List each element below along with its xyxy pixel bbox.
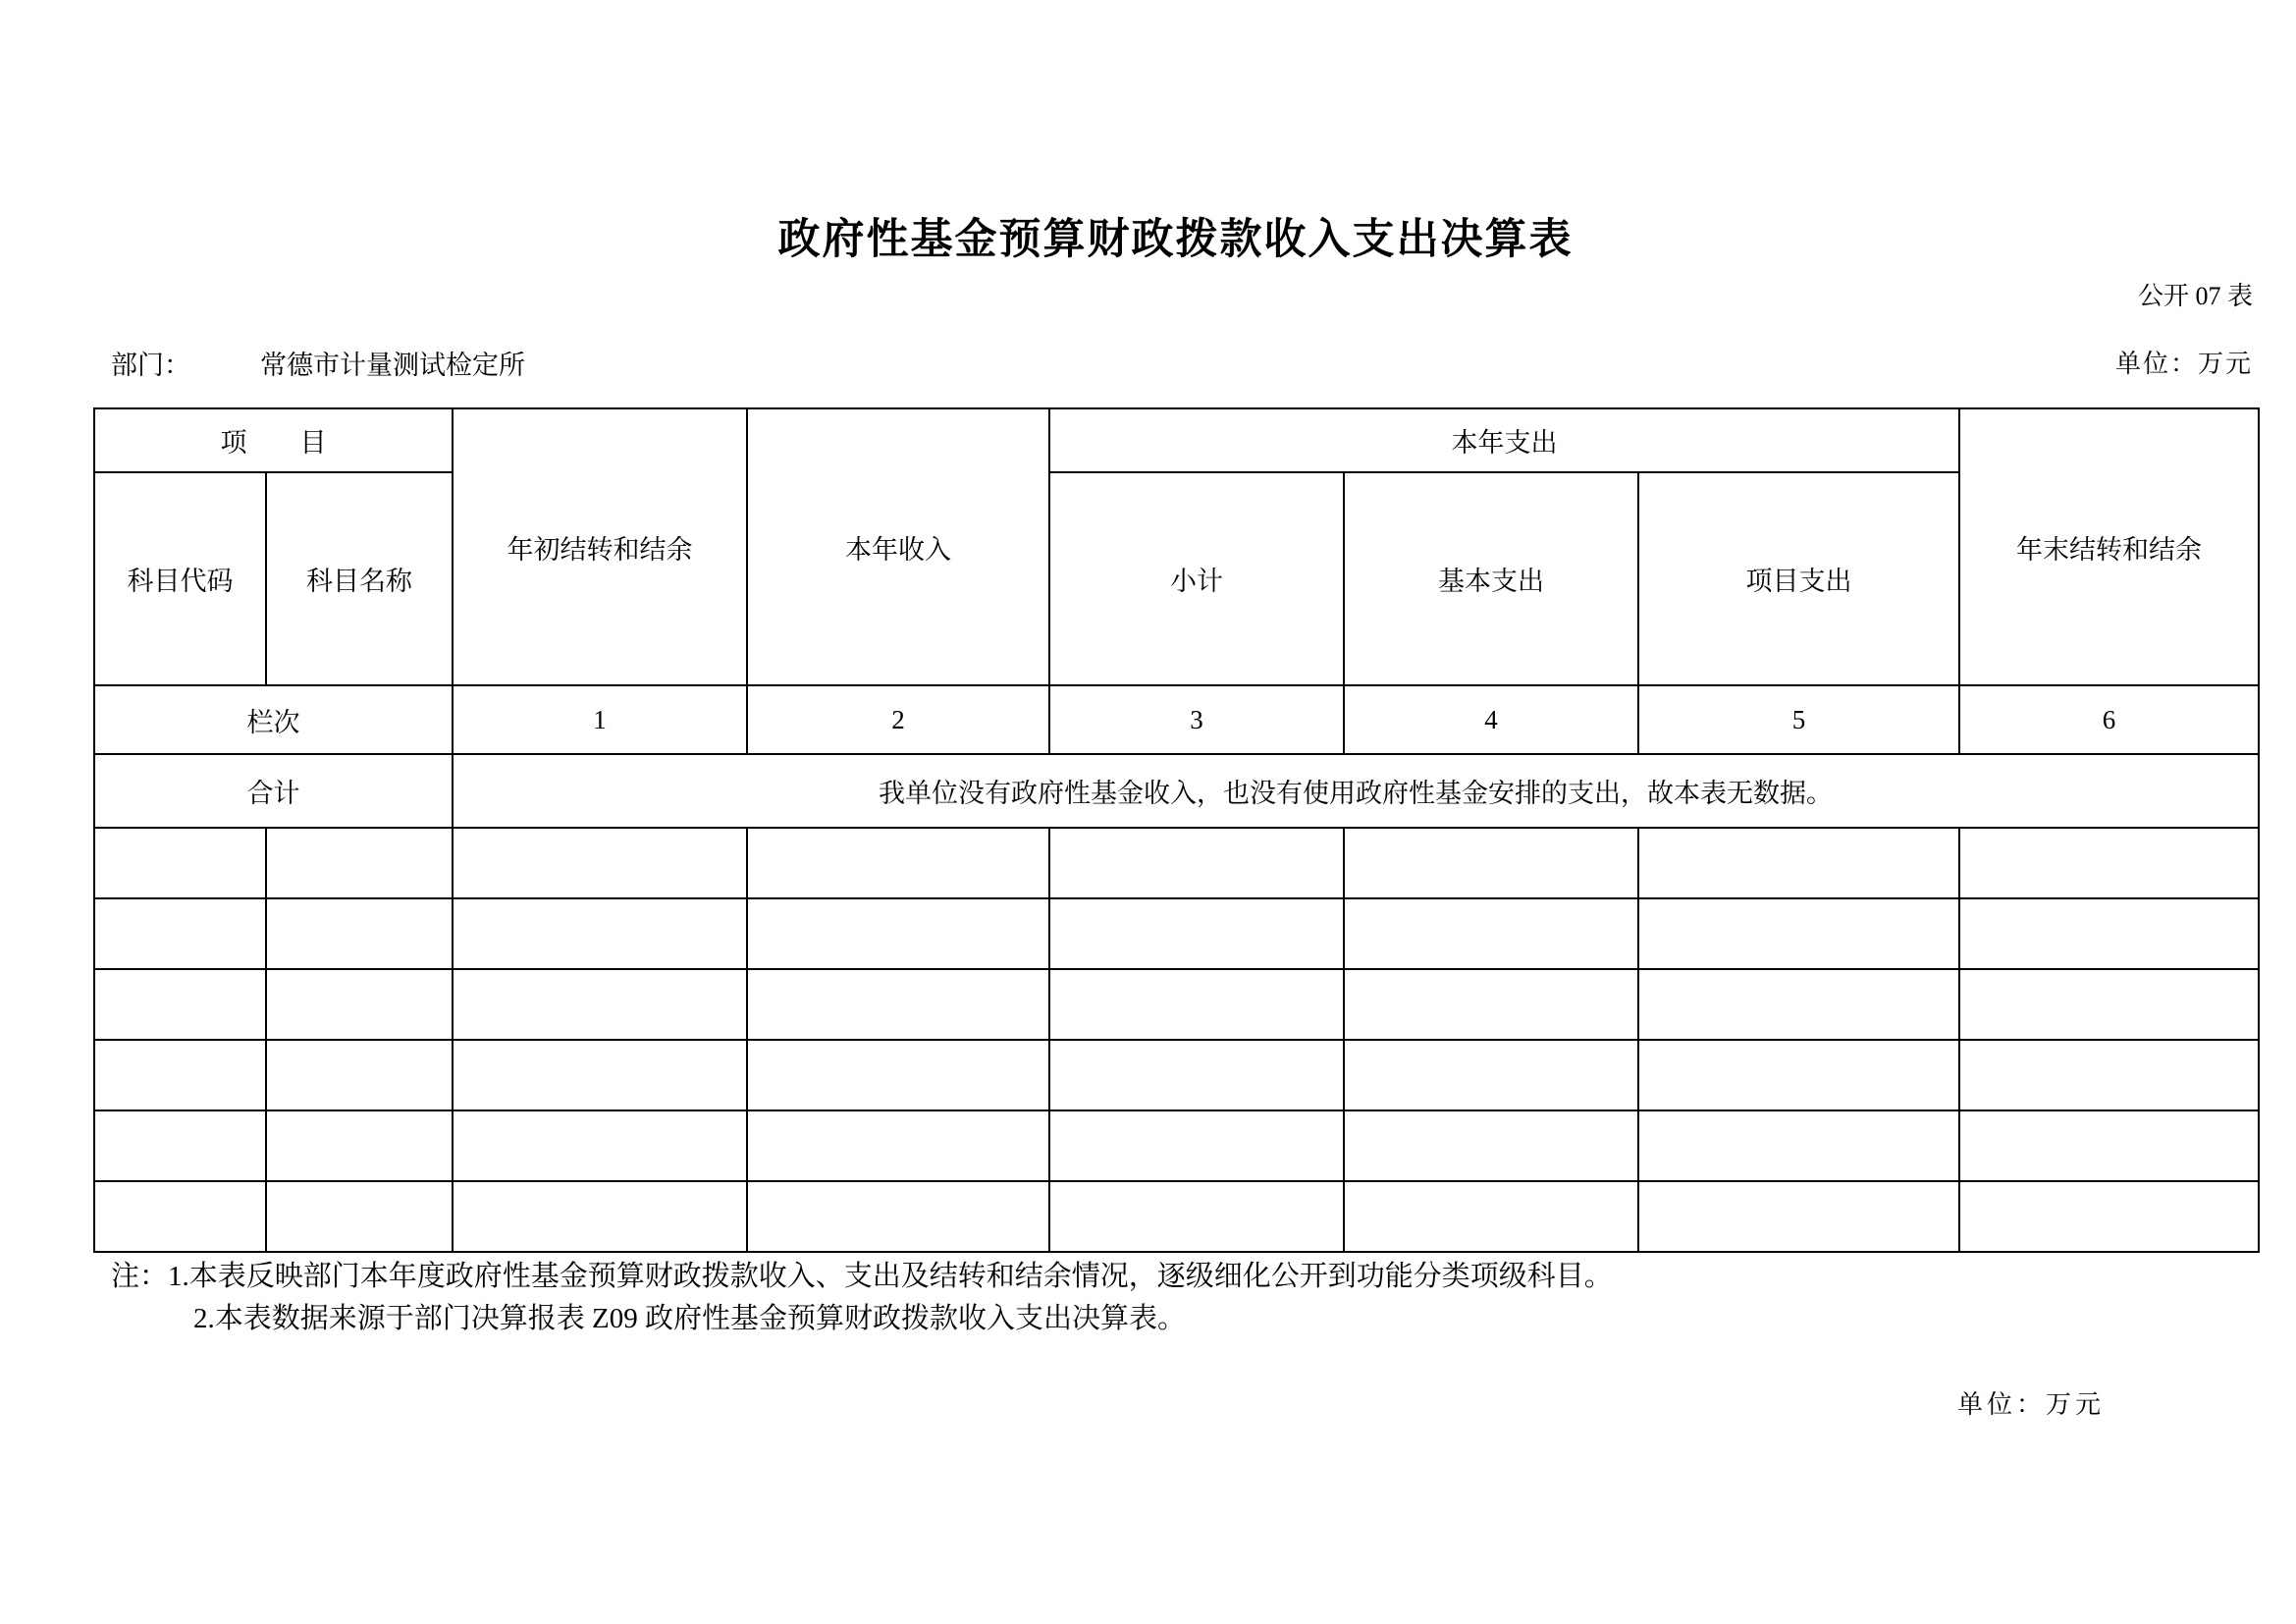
column-index-row <box>94 685 2259 754</box>
fiscal-table-body <box>94 408 2259 1252</box>
header-ending-balance: 年末结转和结余 <box>1959 408 2259 685</box>
table-cell <box>94 969 266 1040</box>
table-cell <box>1344 898 1638 969</box>
table-cell <box>747 898 1049 969</box>
table-cell <box>1049 1040 1344 1110</box>
table-cell <box>1638 1181 1959 1252</box>
fiscal-table <box>93 407 2260 1253</box>
index-cell-1: 1 <box>453 685 747 754</box>
table-cell <box>266 828 453 898</box>
table-cell <box>266 898 453 969</box>
page-title: 政府性基金预算财政拨款收入支出决算表 <box>777 217 1574 263</box>
table-cell <box>1959 1040 2259 1110</box>
table-cell <box>1638 1040 1959 1110</box>
table-cell <box>1638 969 1959 1040</box>
total-row-label: 合计 <box>94 754 453 828</box>
index-cell-6: 6 <box>1959 685 2259 754</box>
header-basic-expenditure: 基本支出 <box>1344 472 1638 685</box>
table-cell <box>453 969 747 1040</box>
table-cell <box>266 1110 453 1181</box>
index-cell-5: 5 <box>1638 685 1959 754</box>
table-cell <box>747 969 1049 1040</box>
table-row-empty <box>94 828 2259 898</box>
table-cell <box>1049 898 1344 969</box>
index-cell-3: 3 <box>1049 685 1344 754</box>
table-cell <box>1049 1181 1344 1252</box>
table-cell <box>747 1040 1049 1110</box>
unit-label-bottom: 单位：万元 <box>1957 1390 2106 1419</box>
table-cell <box>453 1040 747 1110</box>
header-row-2 <box>94 472 2259 685</box>
table-cell <box>1959 1181 2259 1252</box>
table-cell <box>1638 1110 1959 1181</box>
table-cell <box>1638 828 1959 898</box>
table-cell <box>1638 898 1959 969</box>
table-cell <box>94 1110 266 1181</box>
table-cell <box>266 1181 453 1252</box>
header-subject-name: 科目名称 <box>266 472 453 685</box>
table-cell <box>453 898 747 969</box>
index-row-label: 栏次 <box>94 685 453 754</box>
table-cell <box>453 828 747 898</box>
department-value: 常德市计量测试检定所 <box>260 351 525 380</box>
table-cell <box>1344 1040 1638 1110</box>
header-subtotal: 小计 <box>1049 472 1344 685</box>
header-project-group: 项 目 <box>94 408 453 472</box>
table-cell <box>747 1181 1049 1252</box>
department-label: 部门： <box>111 351 190 380</box>
table-cell <box>266 969 453 1040</box>
table-cell <box>1959 828 2259 898</box>
table-cell <box>1959 898 2259 969</box>
table-cell <box>94 1181 266 1252</box>
table-cell <box>94 1040 266 1110</box>
note-line-2: 2.本表数据来源于部门决算报表 Z09 政府性基金预算财政拨款收入支出决算表。 <box>193 1303 1186 1334</box>
table-cell <box>1344 1181 1638 1252</box>
header-current-year-income: 本年收入 <box>747 408 1049 685</box>
header-project-expenditure: 项目支出 <box>1638 472 1959 685</box>
table-cell <box>1049 1110 1344 1181</box>
total-row <box>94 754 2259 828</box>
table-row-empty <box>94 1110 2259 1181</box>
table-row-empty <box>94 1181 2259 1252</box>
index-cell-4: 4 <box>1344 685 1638 754</box>
table-row-empty <box>94 898 2259 969</box>
table-cell <box>1049 969 1344 1040</box>
table-cell <box>747 828 1049 898</box>
index-cell-2: 2 <box>747 685 1049 754</box>
footnotes <box>111 1256 1613 1340</box>
table-cell <box>94 828 266 898</box>
table-cell <box>1344 828 1638 898</box>
table-cell <box>94 898 266 969</box>
header-current-year-expenditure: 本年支出 <box>1049 408 1959 472</box>
table-cell <box>747 1110 1049 1181</box>
table-cell <box>1049 828 1344 898</box>
table-cell <box>1344 969 1638 1040</box>
table-cell <box>1959 969 2259 1040</box>
table-cell <box>266 1040 453 1110</box>
table-cell <box>1344 1110 1638 1181</box>
total-row-note: 我单位没有政府性基金收入，也没有使用政府性基金安排的支出，故本表无数据。 <box>453 754 2259 828</box>
table-row-empty <box>94 969 2259 1040</box>
table-cell <box>453 1110 747 1181</box>
table-code-label: 公开 07 表 <box>2137 282 2253 310</box>
header-row-1 <box>94 408 2259 472</box>
table-row-empty <box>94 1040 2259 1110</box>
table-cell <box>453 1181 747 1252</box>
header-subject-code: 科目代码 <box>94 472 266 685</box>
note-line-1: 注：1.本表反映部门本年度政府性基金预算财政拨款收入、支出及结转和结余情况，逐级细化公开到功能分类项级科目。 <box>111 1261 1613 1292</box>
table-cell <box>1959 1110 2259 1181</box>
header-beginning-balance: 年初结转和结余 <box>453 408 747 685</box>
unit-label-top: 单位：万元 <box>2114 350 2253 378</box>
